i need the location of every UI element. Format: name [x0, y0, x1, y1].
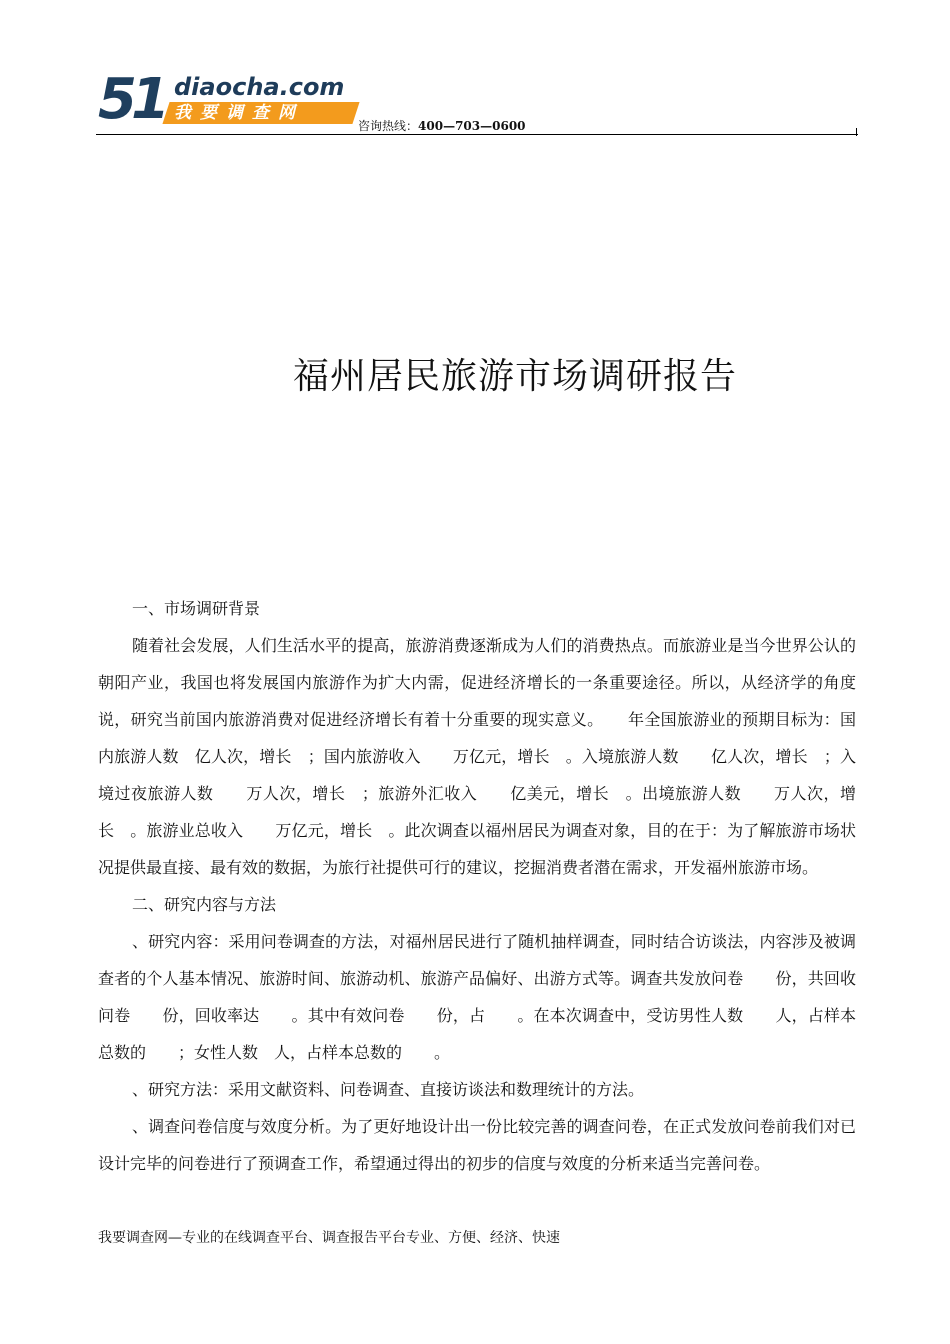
header-rule	[96, 134, 858, 135]
logo-number: 51	[98, 67, 164, 132]
research-method-paragraph: 、研究方法：采用文献资料、问卷调查、直接访谈法和数理统计的方法。	[132, 1080, 645, 1099]
hotline-number: 400—703—0600	[418, 119, 526, 133]
questionnaire-analysis-paragraph: 、调查问卷信度与效度分析。为了更好地设计出一份比较完善的调查问卷，在正式发放问卷前我们对已设计完毕的问卷进行了预调查工作，希望通过得出的初步的信度与效度的分析来适当完善问卷。	[98, 1117, 856, 1173]
page-header	[96, 67, 858, 136]
section-heading-background: 一、市场调研背景	[132, 599, 261, 618]
header-rule-tick	[856, 128, 857, 136]
page-footer: 我要调查网—专业的在线调查平台、调查报告平台专业、方便、经济、快速	[98, 1230, 560, 1246]
section-heading-methods: 二、研究内容与方法	[132, 895, 277, 914]
site-logo[interactable]	[96, 67, 361, 132]
hotline-label: 咨询热线：	[358, 119, 419, 133]
background-paragraph: 随着社会发展，人们生活水平的提高，旅游消费逐渐成为人们的消费热点。而旅游业是当今世界公认的朝阳产业，我国也将发展国内旅游作为扩大内需，促进经济增长的一条重要途径。所以，从经济学的角度说，研究当前国内旅游消费对促进经济增长有着十分重要的现实意义。 年全国旅游业的预期目标为：国内旅游人数 亿人次，增长 ；国内旅游收入 万亿元，增长 。入境旅游人数 亿人次，增长 ；入境过夜旅游人数 万人次，增长 ；旅游外汇收入 亿美元，增长 。出境旅游人数 万人次，增长 。旅游业总收入 万亿元，增长 。此次调查以福州居民为调查对象，目的在于：为了解旅游市场状况提供最直接、最有效的数据，为旅行社提供可行的建议，挖掘消费者潜在需求，开发福州旅游市场。	[98, 636, 856, 877]
document-title: 福州居民旅游市场调研报告	[292, 356, 737, 397]
logo-site-name: diaocha.com	[174, 73, 345, 101]
research-content-paragraph: 、研究内容：采用问卷调查的方法，对福州居民进行了随机抽样调查，同时结合访谈法，内容涉及被调查者的个人基本情况、旅游时间、旅游动机、旅游产品偏好、出游方式等。调查共发放问卷 份，共回收问卷 份，回收率达 。其中有效问卷 份，占 。在本次调查中，受访男性人数 人，占样本总数的 ；女性人数 人，占样本总数的 。	[98, 932, 856, 1062]
document-body	[98, 590, 856, 1182]
logo-chinese-name: 我要调查网	[174, 103, 304, 123]
hotline	[358, 119, 526, 133]
